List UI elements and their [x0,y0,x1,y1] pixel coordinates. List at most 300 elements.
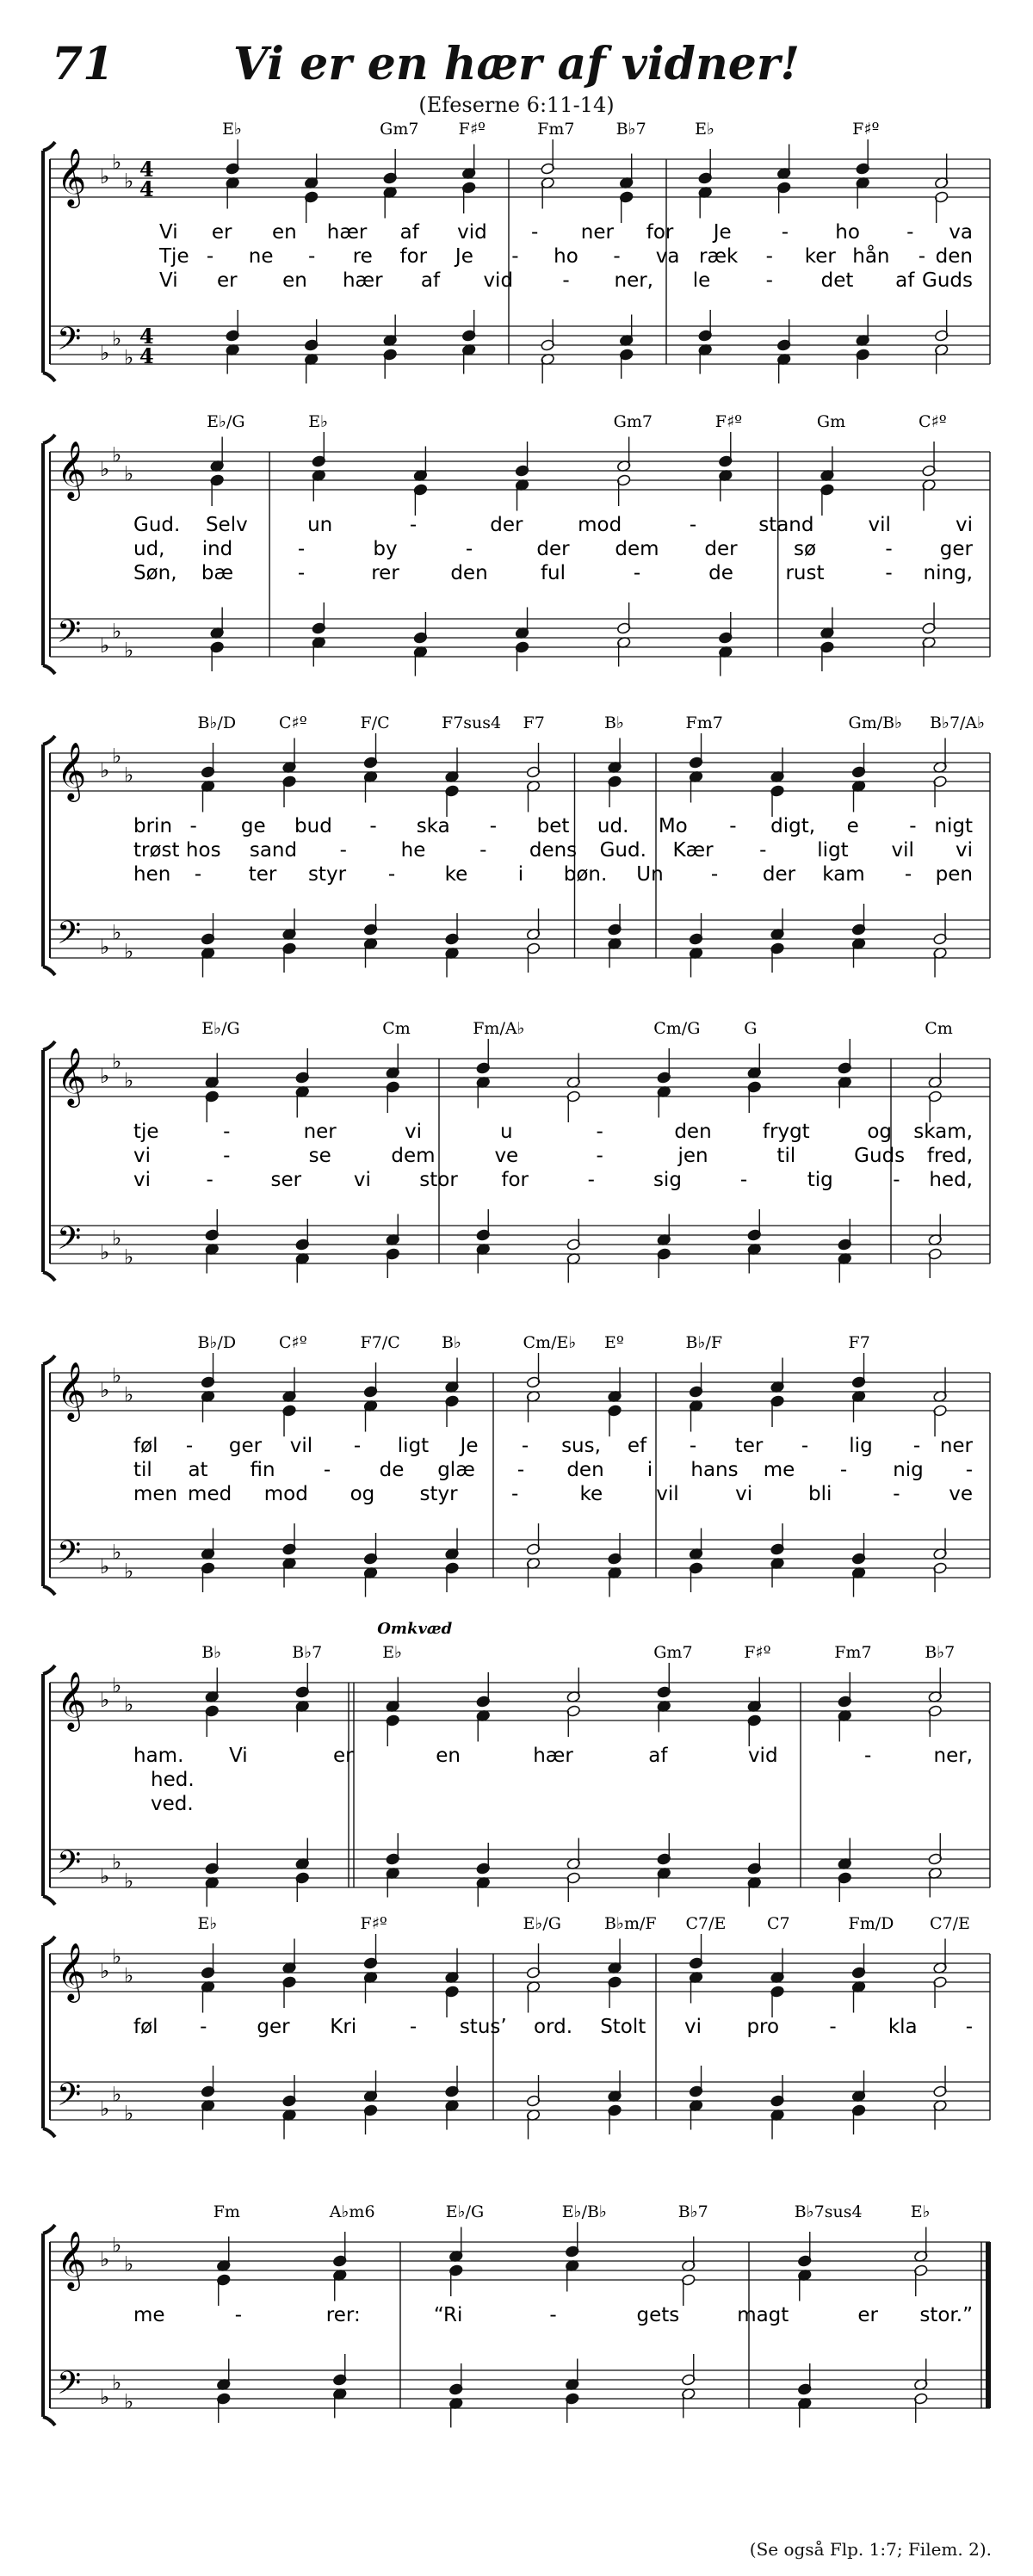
lyric-syllable: - [234,2304,243,2326]
chord-symbol: F7 [848,1333,870,1352]
bass-clef: 𝄢 [57,1220,82,1264]
lyric-syllable: en [436,1745,461,1767]
lyric-syllable: - [511,1483,519,1505]
lyric-syllable: Je [460,1435,479,1457]
chord-symbol: Fm/A♭ [473,1019,525,1038]
lyric-syllable: bud [294,815,332,837]
lyric-syllable: - [906,221,914,244]
lyric-syllable: vid [483,269,514,292]
treble-clef: 𝄞 [57,741,87,800]
lyric-syllable: - [839,1459,848,1481]
lyric-syllable: ind [201,538,233,560]
chord-symbol: B♭7/A♭ [930,713,986,732]
lyric-syllable: - [206,1169,213,1191]
lyric-syllable: sø [793,538,817,560]
chord-symbol: Eº [604,1333,624,1352]
lyric-syllable: hos [185,839,221,862]
lyric-syllable: - [369,815,377,837]
chord-symbol: E♭ [382,1643,403,1662]
lyric-syllable: Je [455,245,473,268]
lyric-syllable: ke [579,1483,603,1505]
lyric-syllable: ve [949,1483,973,1505]
lyric-syllable: vil [868,514,891,536]
lyric-syllable: pro [746,2016,780,2038]
lyric-syllable: ser [270,1169,302,1191]
lyric-syllable: vi [133,1145,152,1167]
chord-symbol: E♭ [695,120,715,139]
lyric-syllable: - [511,245,519,268]
lyric-syllable: hær [326,221,368,244]
key-flat: ♭ [100,1554,110,1578]
chord-symbol: F♯º [852,120,880,139]
lyric-syllable: ge [240,815,266,837]
lyric-syllable: sig [653,1169,682,1191]
lyric-syllable: Mo [658,815,688,837]
lyric-syllable: Vi [159,269,178,292]
lyric-syllable: - [765,269,773,292]
lyric-syllable: - [549,2304,557,2326]
lyric-syllable: Un [636,863,664,886]
lyric-syllable: til [133,1459,152,1481]
lyric-syllable: ger [228,1435,263,1457]
lyric-syllable: mod [578,514,622,536]
chord-symbol: C7/E [930,1914,970,1933]
key-flat: ♭ [100,758,110,782]
lyric-syllable: vi [404,1121,423,1143]
chord-symbol: E♭/G [201,1019,240,1038]
footnote: (Se også Flp. 1:7; Filem. 2). [749,2539,992,2560]
lyric-syllable: bæ [201,562,234,584]
key-flat: ♭ [124,2389,134,2414]
bass-clef: 𝄢 [57,2365,82,2409]
lyric-syllable: ho [554,245,578,268]
key-flat: ♭ [124,1382,134,1407]
chord-symbol: B♭/D [197,1333,237,1352]
lyric-syllable: tig [807,1169,833,1191]
lyric-syllable: - [530,221,539,244]
lyric-syllable: men [133,1483,178,1505]
lyric-syllable: sus, [561,1435,601,1457]
lyric-syllable: stor.” [919,2304,973,2326]
lyric-syllable: af [648,1745,668,1767]
key-flat: ♭ [112,920,122,945]
lyric-syllable: ef [627,1435,647,1457]
chord-symbol: B♭/F [685,1333,723,1352]
lyric-syllable: for [646,221,674,244]
key-flat: ♭ [124,1692,134,1717]
lyric-syllable: - [689,1435,697,1457]
bass-clef: 𝄢 [57,1535,82,1578]
chord-symbol: Gm/B♭ [848,713,903,732]
treble-clef: 𝄞 [57,440,87,498]
lyric-syllable: ved. [151,1793,194,1815]
chord-symbol: C7/E [685,1914,727,1933]
lyric-syllable: ho [835,221,860,244]
key-flat: ♭ [124,169,134,194]
chord-symbol: Gm7 [613,412,653,431]
lyric-syllable: for [501,1169,529,1191]
lyric-syllable: - [521,1435,529,1457]
lyric-syllable: de [379,1459,405,1481]
lyric-syllable: sand [249,839,298,862]
lyric-syllable: ke [444,863,468,886]
chord-symbol: B♭7 [292,1643,323,1662]
lyric-syllable: for [399,245,428,268]
chord-symbol: C♯º [279,713,307,732]
lyric-syllable: nigt [934,815,973,837]
lyric-syllable: hær [342,269,383,292]
lyric-syllable: Tje [159,245,189,268]
key-flat: ♭ [124,638,134,663]
lyric-syllable: - [689,514,697,536]
lyric-syllable: - [885,538,893,560]
lyric-syllable: - [633,562,641,584]
chord-symbol: C♯º [279,1333,307,1352]
lyric-syllable: dem [615,538,659,560]
chord-symbol: G [744,1019,758,1038]
key-flat: ♭ [124,345,134,370]
bass-clef: 𝄢 [57,614,82,658]
lyric-syllable: der [536,538,570,560]
chord-symbol: B♭7 [925,1643,956,1662]
lyric-syllable: - [729,815,737,837]
lyric-syllable: ræk [699,245,739,268]
chord-symbol: F7/C [360,1333,400,1352]
key-flat: ♭ [100,1378,110,1402]
lyric-syllable: gets [636,2304,680,2326]
lyric-syllable: ord. [533,2016,573,2038]
lyric-syllable: - [189,815,197,837]
lyric-syllable: af [420,269,441,292]
lyric-syllable: frygt [762,1121,810,1143]
chord-symbol: F♯º [360,1914,387,1933]
key-flat: ♭ [124,1869,134,1893]
treble-clef: 𝄞 [57,1361,87,1419]
lyric-syllable: vil [656,1483,679,1505]
lyric-syllable: magt [737,2304,789,2326]
lyric-syllable: vi [353,1169,371,1191]
chord-symbol: F7sus4 [442,713,502,732]
lyric-syllable: til [776,1145,796,1167]
lyric-syllable: - [829,2016,837,2038]
time-sig-bottom: 4 [139,176,154,201]
lyric-syllable: stor [419,1169,458,1191]
key-flat: ♭ [112,1540,122,1565]
lyric-syllable: er [857,2304,878,2326]
chord-symbol: Gm7 [653,1643,693,1662]
lyric-syllable: ter [734,1435,764,1457]
lyric-syllable: vi [684,2016,702,2038]
lyric-syllable: - [409,2016,418,2038]
lyric-syllable: pen [935,863,973,886]
lyric-syllable: ger [939,538,973,560]
lyric-syllable: Guds [854,1145,906,1167]
chord-symbol: Fm7 [834,1643,872,1662]
lyric-syllable: u [500,1121,513,1143]
lyric-syllable: se [308,1145,331,1167]
key-flat: ♭ [112,1363,122,1388]
lyric-syllable: ger [257,2016,290,2038]
chord-symbol: F♯º [714,412,743,431]
hymn-title: Vi er en hær af vidner! [232,38,801,90]
lyric-syllable: re [352,245,373,268]
lyric-syllable: me [133,2304,165,2326]
key-flat: ♭ [112,1944,122,1969]
lyric-syllable: - [387,863,396,886]
chord-symbol: E♭ [197,1914,218,1933]
lyric-syllable: ner [580,221,614,244]
lyric-syllable: er [332,1745,354,1767]
lyric-syllable: Gud. [133,514,181,536]
chord-symbol: Cm [382,1019,411,1038]
chord-symbol: Cm [925,1019,953,1038]
lyric-syllable: rer: [325,2304,361,2326]
lyric-syllable: føl [133,2016,158,2038]
lyric-syllable: Søn, [133,562,177,584]
chord-symbol: F7 [523,713,545,732]
key-flat: ♭ [124,763,134,788]
chord-symbol: Cm/G [653,1019,701,1038]
lyric-syllable: ker [804,245,836,268]
lyric-syllable: vil [891,839,914,862]
chord-symbol: Fm/D [848,1914,894,1933]
lyric-syllable: stand [758,514,814,536]
key-flat: ♭ [100,2097,110,2121]
key-flat: ♭ [124,939,134,964]
lyric-syllable: by [373,538,398,560]
lyric-syllable: - [206,245,214,268]
lyric-syllable: - [863,1745,872,1767]
lyric-syllable: ning, [923,562,973,584]
lyric-syllable: ner [939,1435,973,1457]
key-flat: ♭ [124,1245,134,1269]
lyric-syllable: ner, [614,269,653,292]
lyric-syllable: at [188,1459,208,1481]
lyric-syllable: - [613,245,621,268]
lyric-syllable: dem [391,1145,436,1167]
lyric-syllable: Stolt [600,2016,646,2038]
lyric-syllable: ud. [597,815,629,837]
lyric-syllable: Kri [330,2016,357,2038]
chord-symbol: A♭m6 [329,2202,375,2221]
lyric-syllable: nig [893,1459,924,1481]
lyric-syllable: den [450,562,488,584]
lyric-syllable: føl [133,1435,158,1457]
lyric-syllable: styr [307,863,347,886]
lyric-syllable: - [965,2016,973,2038]
chord-symbol: B♭/D [197,713,237,732]
lyric-syllable: ter [248,863,277,886]
lyric-syllable: - [409,514,418,536]
lyric-syllable: - [885,562,893,584]
lyric-syllable: og [349,1483,375,1505]
lyric-syllable: - [893,1483,900,1505]
lyric-syllable: ve [494,1145,519,1167]
key-flat: ♭ [100,1959,110,1983]
key-flat: ♭ [112,2082,122,2107]
lyric-syllable: en [272,221,297,244]
lyric-syllable: - [223,1145,231,1167]
treble-clef: 𝄞 [57,147,87,206]
bass-clef: 𝄢 [57,1844,82,1888]
bass-clef: 𝄢 [57,2077,82,2121]
scripture-reference: (Efeserne 6:11-14) [418,93,615,117]
lyric-syllable: - [759,839,767,862]
chord-symbol: Fm7 [685,713,723,732]
lyric-syllable: trøst [133,839,180,862]
treble-clef: 𝄞 [57,1047,87,1105]
chord-symbol: Cm/E♭ [523,1333,577,1352]
lyric-syllable: den [935,245,973,268]
key-flat: ♭ [124,2101,134,2126]
lyric-syllable: - [918,245,926,268]
key-flat: ♭ [100,1240,110,1264]
chord-symbol: B♭m/F [604,1914,657,1933]
key-flat: ♭ [112,442,122,467]
lyric-syllable: - [223,1121,231,1143]
lyric-syllable: bøn. [563,863,608,886]
lyric-syllable: og [867,1121,893,1143]
lyric-syllable: en [282,269,307,292]
lyric-syllable: kla [888,2016,918,2038]
lyric-syllable: mod [263,1483,308,1505]
key-flat: ♭ [124,1963,134,1988]
chord-symbol: Gm7 [380,120,419,139]
key-flat: ♭ [100,1864,110,1888]
chord-symbol: E♭/G [207,412,245,431]
chord-symbol: E♭ [222,120,243,139]
key-flat: ♭ [124,1068,134,1093]
treble-clef: 𝄞 [57,1942,87,2000]
key-flat: ♭ [100,341,110,365]
lyric-syllable: - [909,815,917,837]
chord-symbol: Fm7 [537,120,575,139]
lyric-syllable: - [912,1435,921,1457]
lyric-syllable: - [965,1459,973,1481]
lyric-syllable: ham. [133,1745,184,1767]
lyric-syllable: ud, [133,538,165,560]
chord-symbol: B♭7 [677,2202,708,2221]
lyric-syllable: - [297,538,306,560]
treble-clef: 𝄞 [57,1671,87,1729]
lyric-syllable: hen [133,863,171,886]
lyric-syllable: ful [540,562,566,584]
section-label: Omkvæd [377,1620,453,1638]
lyric-syllable: med [188,1483,232,1505]
key-flat: ♭ [112,1049,122,1074]
key-flat: ♭ [124,2252,134,2276]
lyric-syllable: er [211,221,232,244]
lyric-syllable: brin [133,815,173,837]
chord-symbol: E♭/B♭ [561,2202,607,2221]
lyric-syllable: le [692,269,711,292]
lyric-syllable: - [765,245,773,268]
lyric-syllable: un [307,514,333,536]
lyric-syllable: - [596,1145,603,1167]
lyric-syllable: - [739,1169,748,1191]
lyric-syllable: der [490,514,523,536]
lyric-syllable: - [200,2016,207,2038]
lyric-syllable: fred, [926,1145,973,1167]
lyric-syllable: - [893,1169,900,1191]
lyric-syllable: ner, [933,1745,973,1767]
lyric-syllable: hån [852,245,890,268]
key-flat: ♭ [112,619,122,644]
time-sig-top: 4 [139,324,154,349]
lyric-syllable: hed. [151,1769,195,1791]
lyric-syllable: “Ri [433,2304,463,2326]
key-flat: ♭ [124,1559,134,1584]
lyric-syllable: - [339,839,347,862]
lyric-syllable: ligt [397,1435,430,1457]
lyric-syllable: den [674,1121,712,1143]
lyric-syllable: Selv [205,514,248,536]
lyric-syllable: der [704,538,738,560]
lyric-syllable: Kær [672,839,714,862]
key-flat: ♭ [124,461,134,486]
lyric-syllable: hed, [929,1169,973,1191]
lyric-syllable: der [762,863,796,886]
lyric-syllable: vid [747,1745,778,1767]
lyric-syllable: Vi [159,221,178,244]
lyric-syllable: de [708,562,733,584]
lyric-syllable: - [587,1169,595,1191]
lyric-syllable: - [596,1121,603,1143]
key-flat: ♭ [100,2385,110,2409]
lyric-syllable: den [566,1459,604,1481]
key-flat: ♭ [100,633,110,658]
lyric-syllable: - [781,221,789,244]
key-flat: ♭ [112,326,122,351]
lyric-syllable: - [353,1435,362,1457]
chord-symbol: E♭/G [445,2202,485,2221]
lyric-syllable: - [194,863,202,886]
key-flat: ♭ [100,1688,110,1712]
chord-symbol: B♭7sus4 [794,2202,863,2221]
chord-symbol: B♭7 [615,120,646,139]
lyric-syllable: - [323,1459,331,1481]
lyric-syllable: vi [955,514,973,536]
key-flat: ♭ [112,2233,122,2258]
lyric-syllable: det [820,269,854,292]
chord-symbol: E♭/G [523,1914,561,1933]
lyric-syllable: Gud. [599,839,646,862]
chord-symbol: Gm [816,412,846,431]
lyric-syllable: af [895,269,915,292]
bass-clef: 𝄢 [57,915,82,959]
lyric-syllable: va [655,245,680,268]
lyric-syllable: - [479,839,487,862]
chord-symbol: B♭ [604,713,624,732]
time-sig-bottom: 4 [139,343,154,368]
chord-symbol: Fm [213,2202,240,2221]
lyric-syllable: dens [529,839,578,862]
lyric-syllable: - [308,245,316,268]
lyric-syllable: af [399,221,419,244]
key-flat: ♭ [100,1064,110,1088]
lyric-syllable: Guds [922,269,973,292]
treble-clef: 𝄞 [57,2230,87,2289]
key-flat: ♭ [100,457,110,481]
lyric-syllable: stus’ [459,2016,507,2038]
chord-symbol: B♭ [442,1333,461,1352]
chord-symbol: F♯º [458,120,486,139]
lyric-syllable: - [801,1435,809,1457]
key-flat: ♭ [112,2370,122,2395]
lyric-syllable: vil [289,1435,313,1457]
lyric-syllable: rer [371,562,399,584]
lyric-syllable: - [185,1435,194,1457]
